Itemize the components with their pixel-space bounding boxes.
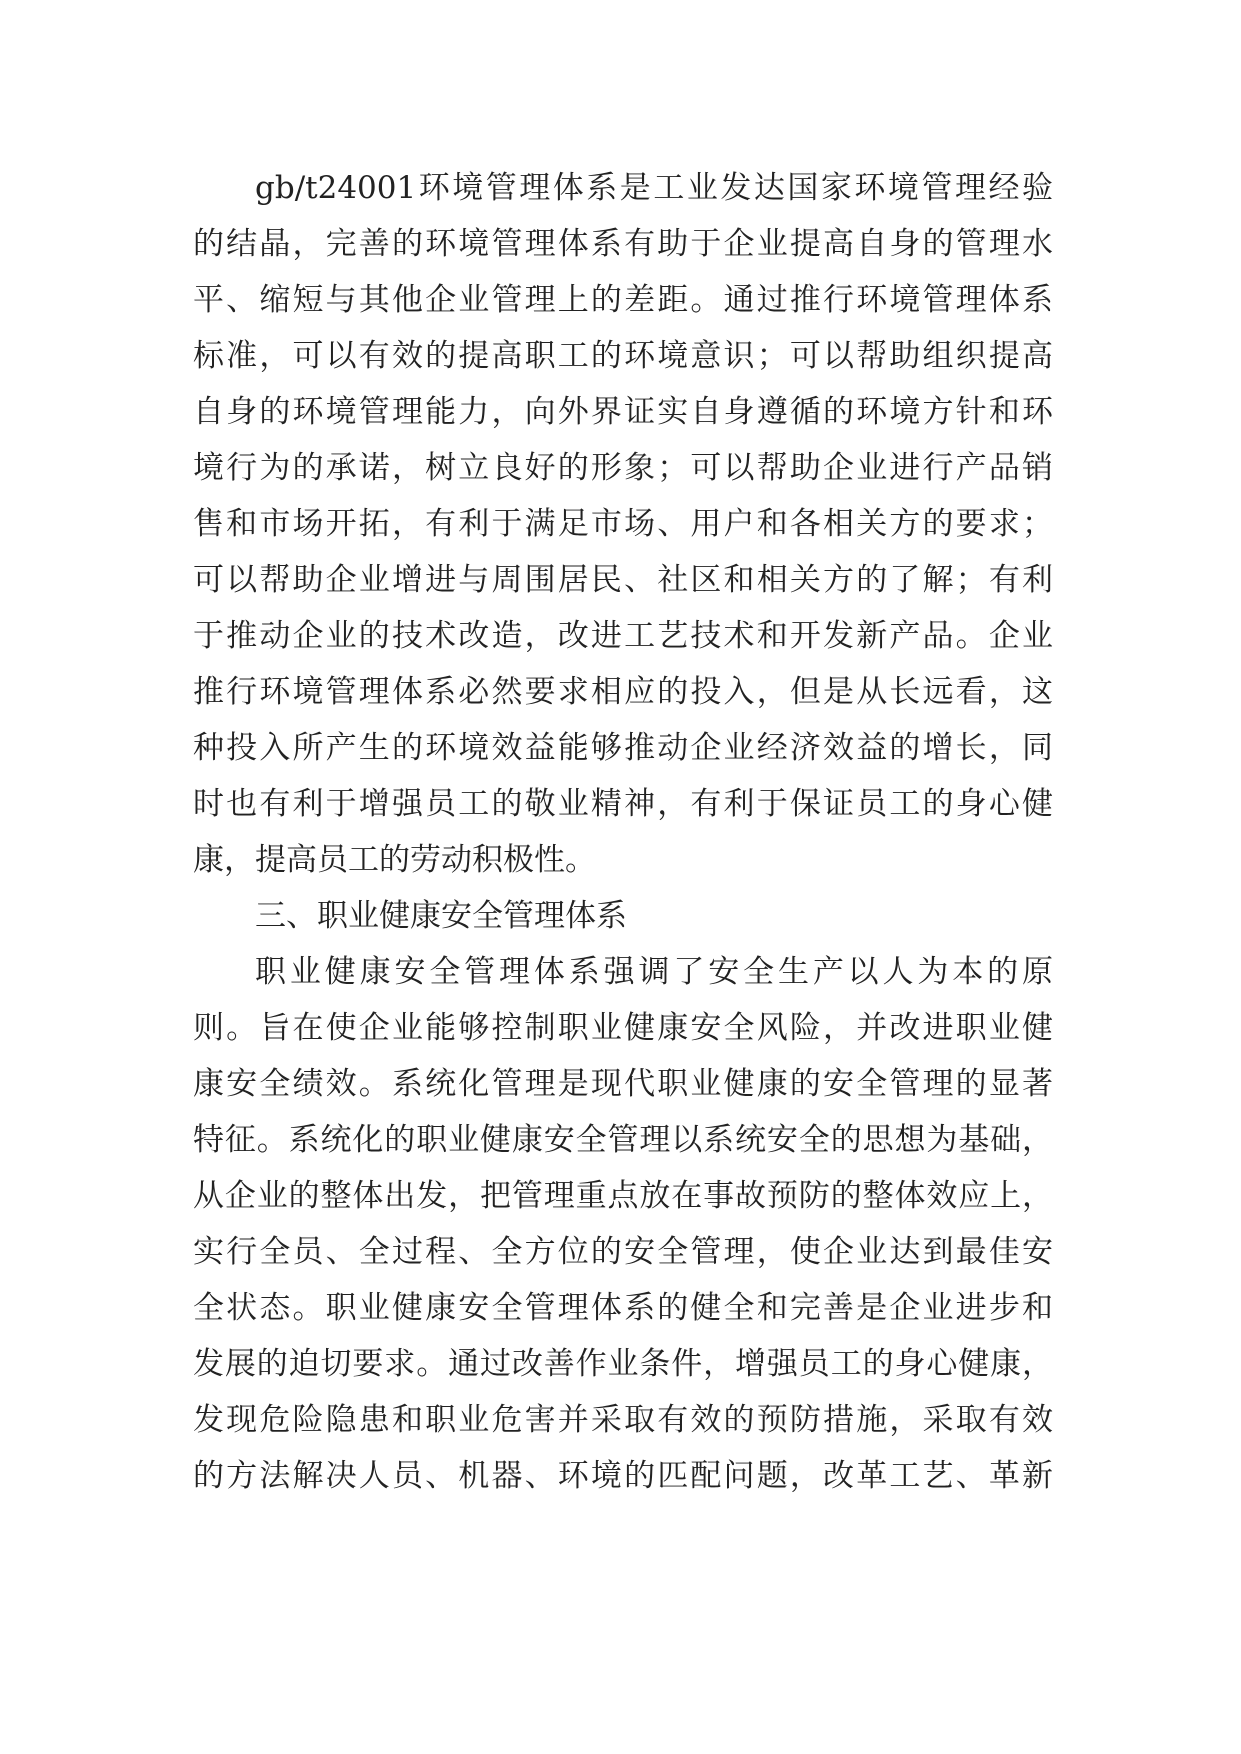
text-line: gb/t24001环境管理体系是工业发达国家环境管理经验 [255,170,1053,206]
text-line: 时也有利于增强员工的敬业精神，有利于保证员工的身心健 [193,786,1053,822]
text-line: 可以帮助企业增进与周围居民、社区和相关方的了解；有利 [193,562,1053,598]
text-line: 推行环境管理体系必然要求相应的投入，但是从长远看，这 [193,674,1053,710]
text-line: 平、缩短与其他企业管理上的差距。通过推行环境管理体系 [193,282,1053,318]
text-line: 的方法解决人员、机器、环境的匹配问题，改革工艺、革新 [193,1458,1053,1494]
text-line: 康，提高员工的劳动积极性。 [193,842,596,878]
text-line: 则。旨在使企业能够控制职业健康安全风险，并改进职业健 [193,1010,1053,1046]
text-line: 实行全员、全过程、全方位的安全管理，使企业达到最佳安 [193,1234,1053,1270]
text-line: 职业健康安全管理体系强调了安全生产以人为本的原 [255,954,1053,990]
section-heading-occupational-health-safety [193,888,1053,944]
document-body [193,160,1053,1504]
text-line: 于推动企业的技术改造，改进工艺技术和开发新产品。企业 [193,618,1053,654]
paragraph-environment-management [193,160,1053,888]
text-line: 售和市场开拓，有利于满足市场、用户和各相关方的要求； [193,506,1053,542]
text-line: 境行为的承诺，树立良好的形象；可以帮助企业进行产品销 [193,450,1053,486]
paragraph-occupational-health-safety [193,944,1053,1504]
text-line: 的结晶，完善的环境管理体系有助于企业提高自身的管理水 [193,226,1053,262]
text-line: 全状态。职业健康安全管理体系的健全和完善是企业进步和 [193,1290,1053,1326]
text-line: 康安全绩效。系统化管理是现代职业健康的安全管理的显著 [193,1066,1053,1102]
section-heading: 三、职业健康安全管理体系 [255,898,627,934]
text-line: 从企业的整体出发，把管理重点放在事故预防的整体效应上， [193,1178,1053,1214]
text-line: 标准，可以有效的提高职工的环境意识；可以帮助组织提高 [193,338,1053,374]
text-line: 种投入所产生的环境效益能够推动企业经济效益的增长，同 [193,730,1053,766]
text-line: 发展的迫切要求。通过改善作业条件，增强员工的身心健康， [193,1346,1053,1382]
text-line: 特征。系统化的职业健康安全管理以系统安全的思想为基础， [193,1122,1053,1158]
text-line: 发现危险隐患和职业危害并采取有效的预防措施，采取有效 [193,1402,1053,1438]
text-line: 自身的环境管理能力，向外界证实自身遵循的环境方针和环 [193,394,1053,430]
